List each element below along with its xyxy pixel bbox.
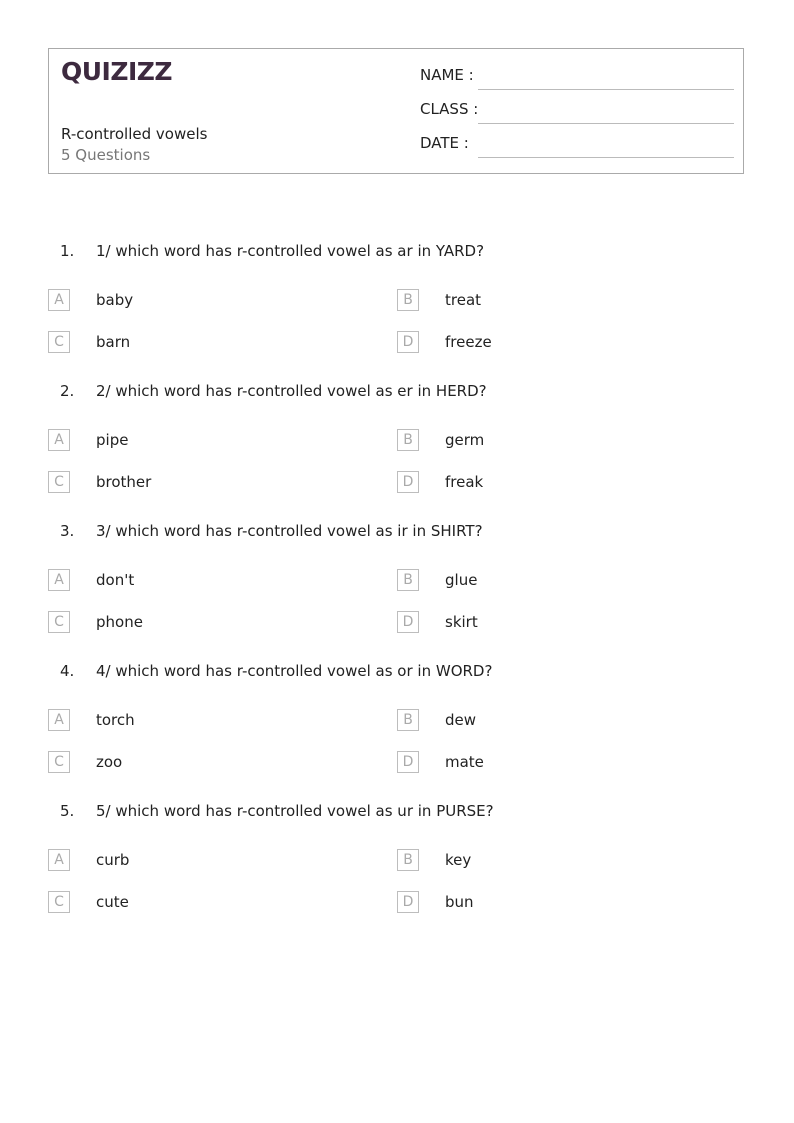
date-label: DATE : bbox=[420, 134, 469, 152]
class-label: CLASS : bbox=[420, 100, 479, 118]
option-d-text: freak bbox=[445, 473, 484, 491]
quizizz-logo: QUIZIZZ bbox=[61, 57, 173, 86]
option-d-box[interactable]: D bbox=[397, 471, 419, 493]
question-number: 3. bbox=[60, 522, 75, 540]
option-d-box[interactable]: D bbox=[397, 751, 419, 773]
date-line bbox=[478, 157, 734, 158]
option-b-text: glue bbox=[445, 571, 478, 589]
class-field[interactable] bbox=[420, 100, 734, 124]
worksheet-title: R-controlled vowels bbox=[61, 125, 208, 143]
option-a-text: curb bbox=[96, 851, 130, 869]
option-d-box[interactable]: D bbox=[397, 331, 419, 353]
worksheet-header bbox=[48, 48, 744, 174]
date-field[interactable] bbox=[420, 134, 734, 158]
question-number: 2. bbox=[60, 382, 75, 400]
option-d-box[interactable]: D bbox=[397, 611, 419, 633]
option-a-box[interactable]: A bbox=[48, 429, 70, 451]
option-a-text: torch bbox=[96, 711, 135, 729]
option-a-box[interactable]: A bbox=[48, 289, 70, 311]
option-a-box[interactable]: A bbox=[48, 709, 70, 731]
option-b-box[interactable]: B bbox=[397, 569, 419, 591]
option-b-text: treat bbox=[445, 291, 482, 309]
option-d-text: skirt bbox=[445, 613, 478, 631]
class-line bbox=[478, 123, 734, 124]
option-c-text: zoo bbox=[96, 753, 123, 771]
option-c-box[interactable]: C bbox=[48, 471, 70, 493]
option-b-text: germ bbox=[445, 431, 485, 449]
option-d-box[interactable]: D bbox=[397, 891, 419, 913]
option-d-text: bun bbox=[445, 893, 474, 911]
question-text: 3/ which word has r-controlled vowel as ir in SHIRT? bbox=[96, 522, 483, 540]
option-b-box[interactable]: B bbox=[397, 429, 419, 451]
option-c-text: barn bbox=[96, 333, 131, 351]
question-text: 2/ which word has r-controlled vowel as er in HERD? bbox=[96, 382, 487, 400]
question-text: 4/ which word has r-controlled vowel as or in WORD? bbox=[96, 662, 493, 680]
question-text: 1/ which word has r-controlled vowel as ar in YARD? bbox=[96, 242, 485, 260]
option-a-box[interactable]: A bbox=[48, 569, 70, 591]
name-line bbox=[478, 89, 734, 90]
name-field[interactable] bbox=[420, 66, 734, 90]
question-number: 1. bbox=[60, 242, 75, 260]
question-number: 4. bbox=[60, 662, 75, 680]
name-label: NAME : bbox=[420, 66, 474, 84]
option-c-box[interactable]: C bbox=[48, 891, 70, 913]
option-c-text: brother bbox=[96, 473, 152, 491]
option-d-text: freeze bbox=[445, 333, 492, 351]
option-b-box[interactable]: B bbox=[397, 709, 419, 731]
option-a-text: pipe bbox=[96, 431, 129, 449]
option-a-text: don't bbox=[96, 571, 135, 589]
option-c-box[interactable]: C bbox=[48, 751, 70, 773]
option-b-text: key bbox=[445, 851, 472, 869]
option-c-box[interactable]: C bbox=[48, 331, 70, 353]
question-text: 5/ which word has r-controlled vowel as ur in PURSE? bbox=[96, 802, 494, 820]
option-b-text: dew bbox=[445, 711, 477, 729]
option-c-box[interactable]: C bbox=[48, 611, 70, 633]
option-a-text: baby bbox=[96, 291, 134, 309]
question-count: 5 Questions bbox=[61, 146, 151, 164]
question-number: 5. bbox=[60, 802, 75, 820]
option-b-box[interactable]: B bbox=[397, 849, 419, 871]
option-b-box[interactable]: B bbox=[397, 289, 419, 311]
option-d-text: mate bbox=[445, 753, 484, 771]
option-c-text: cute bbox=[96, 893, 129, 911]
option-a-box[interactable]: A bbox=[48, 849, 70, 871]
option-c-text: phone bbox=[96, 613, 143, 631]
